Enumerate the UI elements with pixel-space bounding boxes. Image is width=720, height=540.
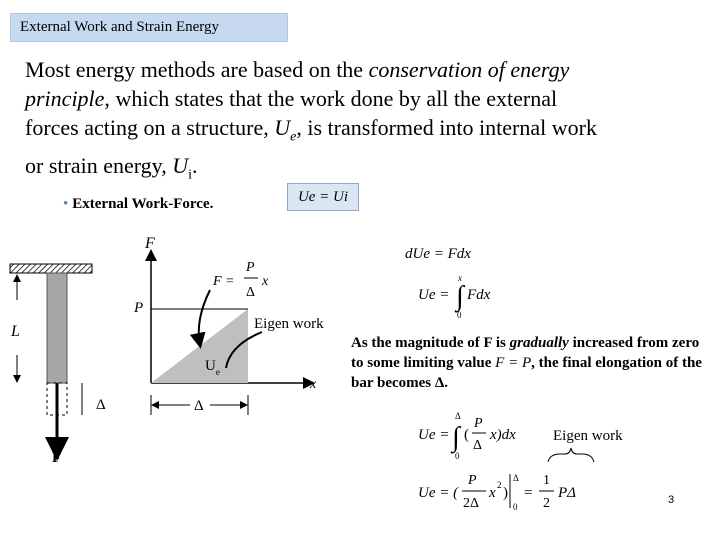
intro-ui-sub: i bbox=[188, 167, 193, 183]
bullet-dot-icon: • bbox=[63, 196, 69, 212]
f-eq-lhs: F = bbox=[213, 274, 235, 289]
equation-3-lhs: Ue = bbox=[418, 427, 450, 443]
explain-text-e: increased from zero to some limiting value bbox=[351, 335, 700, 371]
equation-2-body: Fdx bbox=[467, 287, 491, 303]
delta-bar-label: Δ bbox=[96, 397, 106, 413]
equation-3-num: P bbox=[474, 416, 483, 431]
force-bottom-label: F bbox=[52, 450, 62, 466]
bar bbox=[47, 273, 67, 383]
equation-4-x: x bbox=[489, 485, 496, 501]
fixed-support bbox=[10, 264, 92, 273]
intro-text-4: , is transformed into internal work or strain energy, bbox=[25, 115, 597, 179]
equation-4-den: 2Δ bbox=[463, 496, 480, 511]
explain-text-h: Δ bbox=[434, 375, 445, 391]
explain-text-f: F = P bbox=[495, 355, 532, 371]
equation-2-upper: x bbox=[458, 273, 462, 283]
explain-text-b: F bbox=[483, 335, 493, 351]
equation-4-half-num: 1 bbox=[543, 473, 550, 488]
explanation-paragraph bbox=[351, 333, 711, 393]
equation-4-lhs: Ue = ( bbox=[418, 485, 459, 501]
explain-text-d: gradually bbox=[509, 335, 569, 351]
intro-ue-sub: e bbox=[290, 129, 297, 145]
explain-text-a: As the magnitude of bbox=[351, 335, 484, 351]
bullet-label: External Work-Force. bbox=[72, 196, 214, 212]
equation-4-half-den: 2 bbox=[543, 496, 550, 511]
page-number: 3 bbox=[668, 494, 675, 506]
slope-pointer-arrow bbox=[199, 290, 210, 345]
equation-4-exponent: 2 bbox=[497, 480, 502, 490]
explain-text-g: , the final elongation of the bar becomes bbox=[351, 355, 702, 391]
equation-3-body: x)dx bbox=[490, 427, 516, 443]
ue-label: $U_e$ bbox=[205, 358, 220, 377]
equation-3-lower: 0 bbox=[455, 451, 460, 461]
intro-text-emphasis: conservation of energy principle, bbox=[25, 57, 570, 111]
explain-text-c: is bbox=[492, 335, 510, 351]
equation-du: dUe = Fdx bbox=[405, 246, 471, 262]
intro-ui: U bbox=[172, 153, 189, 179]
intro-text-5: . bbox=[192, 153, 198, 179]
equation-4-close: ) bbox=[503, 485, 508, 501]
equation-4-rhs: PΔ bbox=[558, 485, 576, 501]
length-label: L bbox=[11, 323, 20, 340]
slide-title: External Work and Strain Energy bbox=[10, 13, 288, 42]
equation-3-upper: Δ bbox=[455, 411, 461, 421]
intro-text-1: Most energy methods are based on the bbox=[25, 57, 369, 82]
f-eq-den: Δ bbox=[246, 285, 256, 300]
equation-3-den: Δ bbox=[473, 438, 483, 453]
explain-text-i: . bbox=[444, 375, 449, 391]
delta-graph-label: Δ bbox=[194, 398, 204, 414]
integral-icon: ∫ bbox=[456, 281, 464, 312]
f-eq-num: P bbox=[246, 260, 255, 275]
eigen-work-label: Eigen work bbox=[254, 316, 324, 332]
axis-f-label: F bbox=[145, 235, 155, 252]
boxed-equation: Ue = Ui bbox=[287, 183, 359, 211]
brace-icon bbox=[548, 448, 594, 462]
equation-2-lower: 0 bbox=[457, 310, 462, 320]
equation-4-num: P bbox=[468, 473, 477, 488]
equation-2-lhs: Ue = bbox=[418, 287, 450, 303]
integral-icon-2: ∫ bbox=[452, 422, 460, 453]
p-label: P bbox=[134, 300, 144, 316]
f-eq-x: x bbox=[262, 274, 269, 289]
intro-text-3: which states that the work done by all the external forces acting on a structure, bbox=[25, 86, 558, 140]
equation-4-lower: 0 bbox=[513, 502, 518, 512]
eigen-work-label-2: Eigen work bbox=[553, 428, 623, 444]
equation-3-open: ( bbox=[464, 427, 469, 443]
axis-x-label: x bbox=[310, 377, 317, 392]
equation-4-equals: = bbox=[524, 485, 533, 501]
equation-4-upper: Δ bbox=[513, 473, 519, 483]
intro-ue: U bbox=[274, 115, 291, 140]
